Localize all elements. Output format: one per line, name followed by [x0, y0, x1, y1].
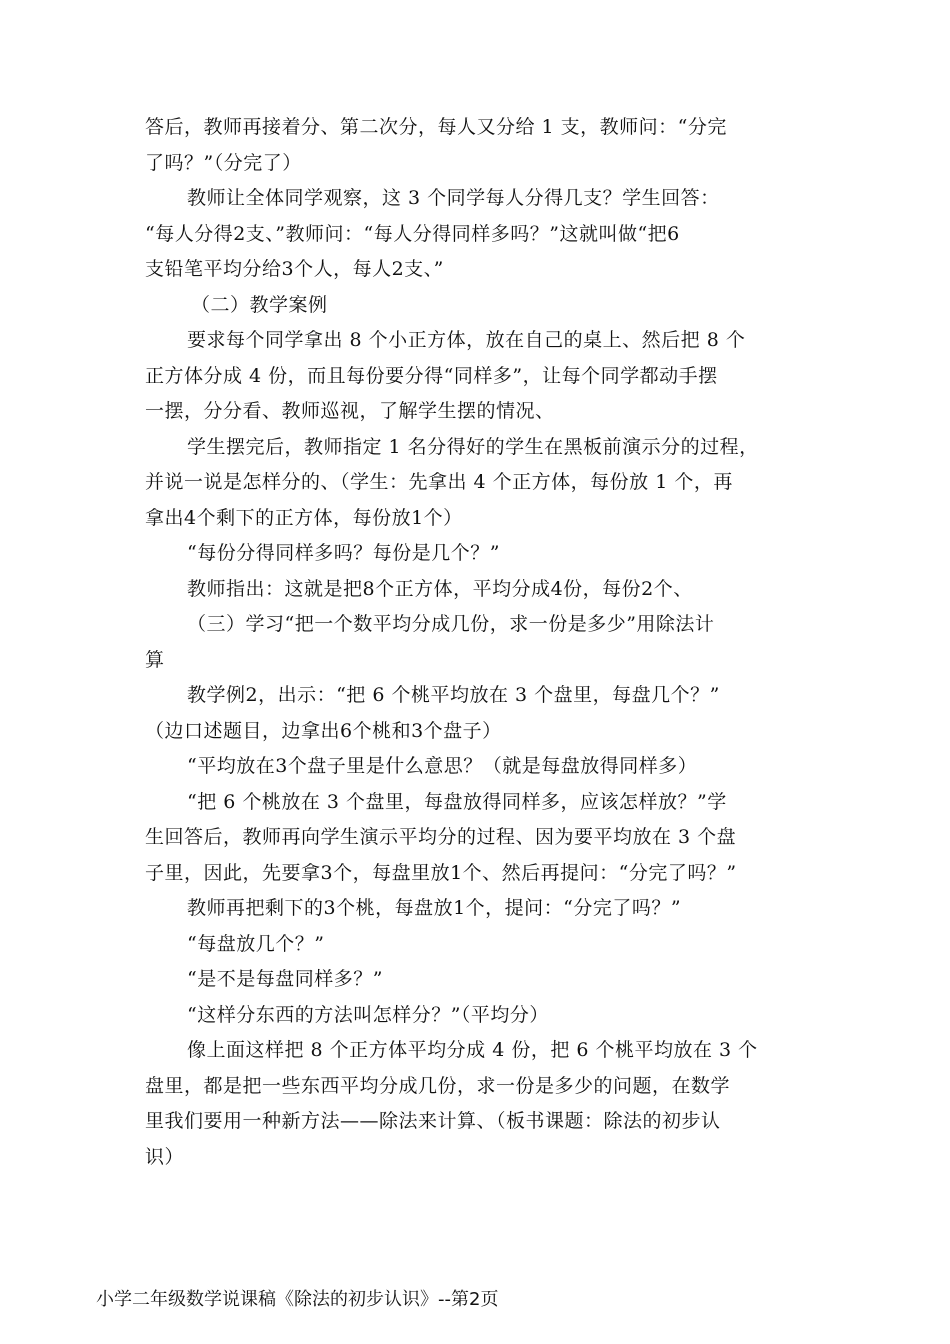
- paragraph: [145, 430, 810, 537]
- text-line: 教师再把剩下的3个桃，每盘放1个，提问：“分完了吗？”: [187, 897, 682, 919]
- text-line: 盘里，都是把一些东西平均分成几份，求一份是多少的问题，在数学: [145, 1074, 731, 1097]
- text-line: 拿出4个剩下的正方体，每份放1个）: [145, 506, 463, 529]
- text-line: 教学例2，出示：“把 6 个桃平均放在 3 个盘里，每盘几个？”: [187, 684, 720, 706]
- text-line: 答后，教师再接着分、第二次分，每人又分给 1 支，教师问：“分完: [145, 116, 727, 138]
- text-line: 正方体分成 4 份，而且每份要分得“同样多”，让每个同学都动手摆: [145, 364, 718, 387]
- text-line: 里我们要用一种新方法——除法来计算、（板书课题：除法的初步认: [145, 1110, 721, 1132]
- document-body: [145, 110, 810, 1175]
- text-line: “这样分东西的方法叫怎样分？”（平均分）: [187, 1003, 549, 1026]
- text-line: 支铅笔平均分给3个人，每人2支、”: [145, 258, 444, 280]
- text-line: 了吗？”（分完了）: [145, 151, 302, 174]
- paragraph: [145, 749, 810, 785]
- text-line: 算: [145, 648, 165, 671]
- text-line: 一摆，分分看、教师巡视，了解学生摆的情况、: [145, 400, 555, 422]
- paragraph: [145, 110, 810, 181]
- paragraph: [145, 572, 810, 608]
- text-line: 教师指出：这就是把8个正方体，平均分成4份，每份2个、: [187, 577, 693, 600]
- text-line: 要求每个同学拿出 8 个小正方体，放在自己的桌上、然后把 8 个: [187, 329, 746, 351]
- text-line: “是不是每盘同样多？”: [187, 968, 383, 990]
- paragraph: [145, 288, 810, 324]
- paragraph: [145, 536, 810, 572]
- text-line: （三）学习“把一个数平均分成几份，求一份是多少”用除法计: [187, 613, 715, 635]
- paragraph: [145, 927, 810, 963]
- text-line: “每盘放几个？”: [187, 932, 325, 955]
- text-line: 像上面这样把 8 个正方体平均分成 4 份，把 6 个桃平均放在 3 个: [187, 1039, 758, 1061]
- paragraph: [145, 323, 810, 430]
- text-line: 生回答后，教师再向学生演示平均分的过程、因为要平均放在 3 个盘: [145, 826, 737, 848]
- text-line: 教师让全体同学观察，这 3 个同学每人分得几支？学生回答：: [187, 187, 720, 209]
- text-line: “每人分得2支、”教师问：“每人分得同样多吗？”这就叫做“把6: [145, 222, 680, 245]
- paragraph: [145, 607, 810, 678]
- text-line: 学生摆完后，教师指定 1 名分得好的学生在黑板前演示分的过程，: [187, 435, 759, 458]
- paragraph: [145, 181, 810, 288]
- paragraph: [145, 998, 810, 1034]
- text-line: “每份分得同样多吗？每份是几个？”: [187, 542, 500, 564]
- page-footer: 小学二年级数学说课稿《除法的初步认识》--第2页: [96, 1289, 499, 1310]
- text-line: 子里，因此，先要拿3个，每盘里放1个、然后再提问：“分完了吗？”: [145, 861, 737, 884]
- text-line: （二）教学案例: [191, 293, 328, 316]
- text-line: 识）: [145, 1145, 185, 1168]
- paragraph: [145, 962, 810, 998]
- paragraph: [145, 785, 810, 892]
- paragraph: [145, 891, 810, 927]
- text-line: （边口述题目，边拿出6个桃和3个盘子）: [145, 719, 502, 742]
- text-line: 并说一说是怎样分的、（学生：先拿出 4 个正方体，每份放 1 个，再: [145, 471, 733, 493]
- text-line: “平均放在3个盘子里是什么意思？（就是每盘放得同样多）: [187, 755, 698, 777]
- paragraph: [145, 1033, 810, 1175]
- text-line: “把 6 个桃放在 3 个盘里，每盘放得同样多，应该怎样放？”学: [187, 790, 727, 813]
- paragraph: [145, 678, 810, 749]
